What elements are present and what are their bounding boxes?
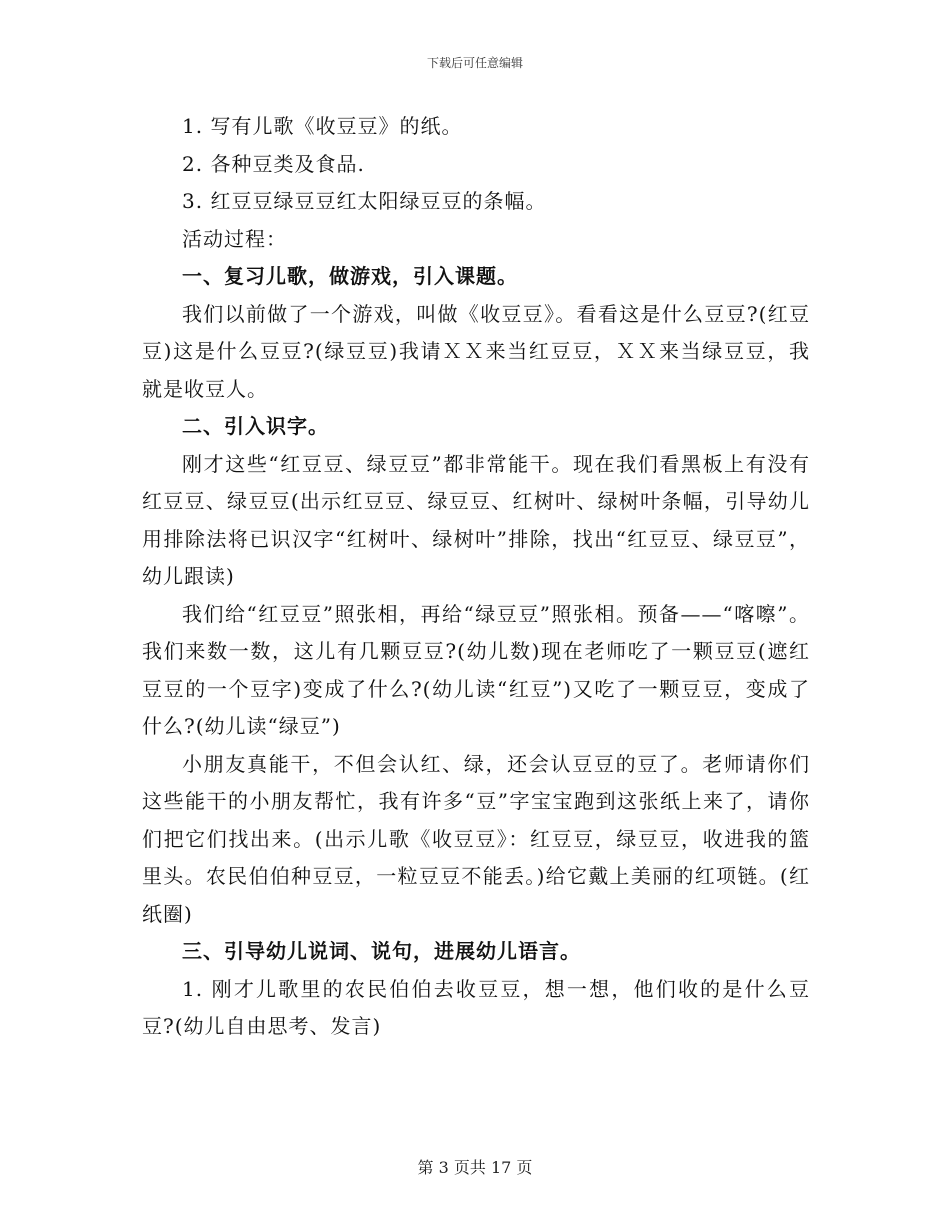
paragraph-game-intro: 我们以前做了一个游戏，叫做《收豆豆》。看看这是什么豆豆?(红豆豆)这是什么豆豆?(绿豆豆)我请ＸＸ来当红豆豆，ＸＸ来当绿豆豆，我就是收豆人。: [142, 301, 810, 401]
paragraph-blackboard: 刚才这些“红豆豆、绿豆豆”都非常能干。现在我们看黑板上有没有红豆豆、绿豆豆(出示红豆豆、绿豆豆、红树叶、绿树叶条幅，引导幼儿用排除法将已识汉字“红树叶、绿树叶”排除，找出“红豆豆、绿豆豆”，幼儿跟读): [142, 451, 810, 588]
paragraph-question: 1. 刚才儿歌里的农民伯伯去收豆豆，想一想，他们收的是什么豆豆?(幼儿自由思考、发言): [142, 976, 810, 1038]
document-body: [142, 108, 810, 1046]
paragraph-find-characters: 小朋友真能干，不但会认红、绿，还会认豆豆的豆了。老师请你们这些能干的小朋友帮忙，我有许多“豆”字宝宝跑到这张纸上来了，请你们把它们找出来。(出示儿歌《收豆豆》：红豆豆，绿豆豆，收进我的篮里头。农民伯伯种豆豆，一粒豆豆不能丢。)给它戴上美丽的红项链。(红纸圈): [142, 751, 810, 926]
paragraph-material-1: 1. 写有儿歌《收豆豆》的纸。: [182, 114, 463, 138]
paragraph-material-2: 2. 各种豆类及食品.: [182, 151, 365, 176]
section-heading-1: 一、复习儿歌，做游戏，引入课题。: [182, 264, 518, 288]
section-heading-2: 二、引入识字。: [182, 414, 329, 438]
paragraph-photo: 我们给“红豆豆”照张相，再给“绿豆豆”照张相。预备——“喀嚓”。我们来数一数，这儿有几颗豆豆?(幼儿数)现在老师吃了一颗豆豆(遮红豆豆的一个豆字)变成了什么?(幼儿读“红豆”)又吃了一颗豆豆，变成了什么?(幼儿读“绿豆”): [142, 601, 810, 738]
paragraph-process-label: 活动过程：: [182, 226, 287, 251]
section-heading-3: 三、引导幼儿说词、说句，进展幼儿语言。: [182, 939, 581, 963]
page-header: 下载后可任意编辑: [426, 56, 523, 70]
paragraph-material-3: 3. 红豆豆绿豆豆红太阳绿豆豆的条幅。: [182, 189, 547, 213]
page-footer: 第 3 页共 17 页: [417, 1158, 533, 1177]
